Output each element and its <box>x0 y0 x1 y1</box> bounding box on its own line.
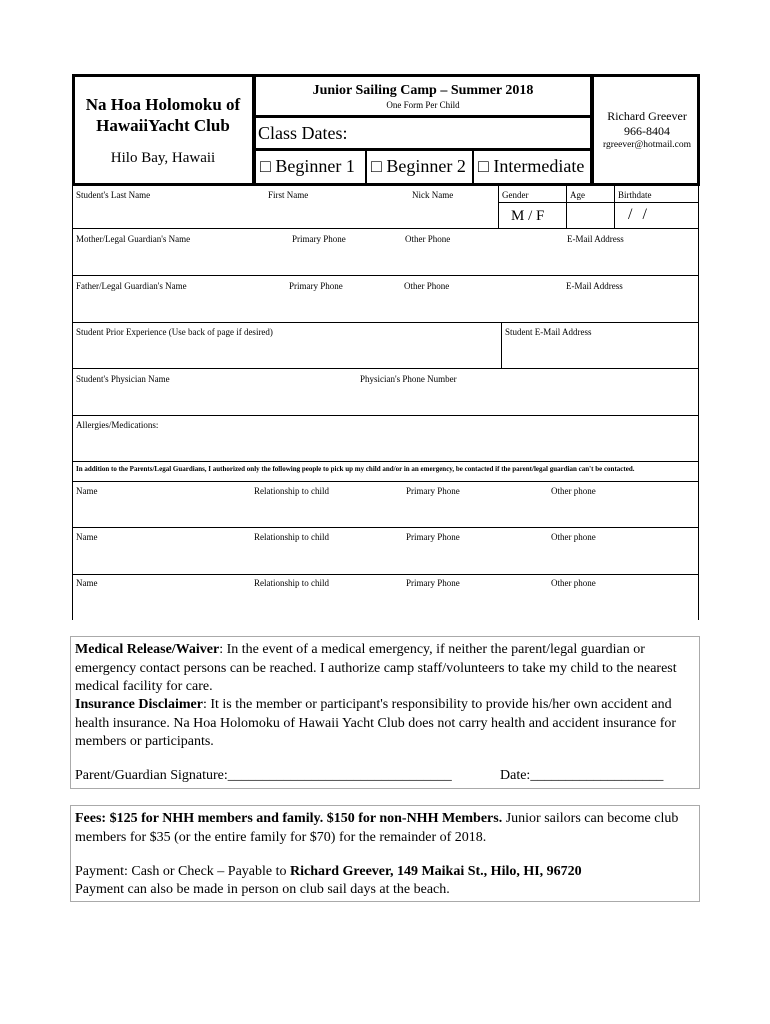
payment-prefix: Payment: Cash or Check – Payable to <box>75 864 291 879</box>
row-divider <box>72 322 699 323</box>
club-name-line2: HawaiiYacht Club <box>96 116 230 135</box>
header-divider <box>252 148 594 151</box>
row-divider <box>72 527 699 528</box>
cell-divider <box>566 186 567 228</box>
row-divider <box>72 461 699 462</box>
student-email-label: Student E-Mail Address <box>505 327 592 337</box>
camp-title: Junior Sailing Camp – Summer 2018 <box>312 83 534 98</box>
father-other-phone-label: Other Phone <box>404 281 450 291</box>
student-last-name-label: Student's Last Name <box>76 190 151 200</box>
medical-release-text: : In the event of a medical emergency, if neither the parent/legal guardian or emergency contact persons can be reached. I authorize camp staff/volunteers to take my child to the nearest medical facility for care. <box>75 642 677 694</box>
fees-bold-text: Fees: $125 for NHH members and family. $150 for non-NHH Members. <box>75 811 503 826</box>
payment-note: Payment can also be made in person on club sail days at the beach. <box>75 882 450 897</box>
insurance-disclaimer-text: : It is the member or participant's responsibility to provide his/her own accident and health insurance. Na Hoa Holomoku of Hawaii Yacht Club does not carry health and accident insurance for members or participants. <box>75 697 677 749</box>
pickup-primary-phone-label: Primary Phone <box>406 486 460 496</box>
pickup-name-label: Name <box>76 532 98 542</box>
first-name-label: First Name <box>268 190 309 200</box>
cell-divider <box>501 322 502 368</box>
checkbox-beginner-2[interactable]: □ Beginner 2 <box>371 156 466 176</box>
birthdate-value[interactable]: / / <box>628 206 647 223</box>
club-location: Hilo Bay, Hawaii <box>110 150 216 166</box>
gender-value[interactable]: M / F <box>511 208 545 224</box>
checkbox-beginner-1[interactable]: □ Beginner 1 <box>260 156 355 176</box>
date-field[interactable]: Date:___________________ <box>500 768 664 783</box>
father-name-label: Father/Legal Guardian's Name <box>76 281 187 291</box>
option-divider <box>365 151 367 183</box>
age-label: Age <box>570 190 585 200</box>
pickup-other-phone-label: Other phone <box>551 486 596 496</box>
father-email-label: E-Mail Address <box>566 281 623 291</box>
mother-primary-phone-label: Primary Phone <box>292 234 346 244</box>
form-border <box>72 186 73 620</box>
checkbox-intermediate[interactable]: □ Intermediate <box>478 156 585 176</box>
cell-divider <box>498 202 698 203</box>
mother-name-label: Mother/Legal Guardian's Name <box>76 234 191 244</box>
contact-email: rgreever@hotmail.com <box>603 140 691 150</box>
physician-name-label: Student's Physician Name <box>76 374 170 384</box>
row-divider <box>72 481 699 482</box>
club-name-line1: Na Hoa Holomoku of <box>85 95 241 114</box>
payment-paragraph <box>75 863 697 882</box>
row-divider <box>72 415 699 416</box>
contact-phone: 966-8404 <box>624 124 670 138</box>
fees-text: Junior sailors can become club members for $35 (or the entire family for $70) for the remainder of 2018. <box>75 811 679 845</box>
authorization-text: In addition to the Parents/Legal Guardians, I authorized only the following people to pick up my child and/or in an emergency, be contacted if the parent/legal guardian can't be contacted. <box>76 465 635 473</box>
prior-experience-label: Student Prior Experience (Use back of page if desired) <box>76 327 273 337</box>
medical-release-title: Medical Release/Waiver <box>75 642 220 657</box>
contact-name: Richard Greever <box>607 109 687 123</box>
fees-paragraph <box>75 810 697 847</box>
cell-divider <box>498 186 499 228</box>
pickup-name-label: Name <box>76 486 98 496</box>
form-border <box>698 186 699 620</box>
insurance-disclaimer-paragraph <box>75 696 697 752</box>
pickup-name-label: Name <box>76 578 98 588</box>
row-divider <box>72 228 699 229</box>
header-divider <box>252 115 594 118</box>
mother-other-phone-label: Other Phone <box>405 234 451 244</box>
insurance-disclaimer-title: Insurance Disclaimer <box>75 697 203 712</box>
camp-subtitle: One Form Per Child <box>386 100 460 110</box>
pickup-relationship-label: Relationship to child <box>254 532 329 542</box>
pickup-other-phone-label: Other phone <box>551 532 596 542</box>
allergies-label: Allergies/Medications: <box>76 420 159 430</box>
payment-address: Richard Greever, 149 Maikai St., Hilo, HI, 96720 <box>290 864 582 879</box>
pickup-other-phone-label: Other phone <box>551 578 596 588</box>
row-divider <box>72 368 699 369</box>
signature-field[interactable]: Parent/Guardian Signature:________________________________ <box>75 768 452 783</box>
pickup-primary-phone-label: Primary Phone <box>406 532 460 542</box>
class-dates-field[interactable]: Class Dates: <box>258 123 348 143</box>
father-primary-phone-label: Primary Phone <box>289 281 343 291</box>
cell-divider <box>614 186 615 228</box>
birthdate-label: Birthdate <box>618 190 652 200</box>
gender-label: Gender <box>502 190 529 200</box>
medical-release-paragraph <box>75 641 697 697</box>
mother-email-label: E-Mail Address <box>567 234 624 244</box>
row-divider <box>72 275 699 276</box>
nick-name-label: Nick Name <box>412 190 454 200</box>
row-divider <box>72 574 699 575</box>
physician-phone-label: Physician's Phone Number <box>360 374 457 384</box>
pickup-primary-phone-label: Primary Phone <box>406 578 460 588</box>
pickup-relationship-label: Relationship to child <box>254 486 329 496</box>
option-divider <box>472 151 474 183</box>
pickup-relationship-label: Relationship to child <box>254 578 329 588</box>
